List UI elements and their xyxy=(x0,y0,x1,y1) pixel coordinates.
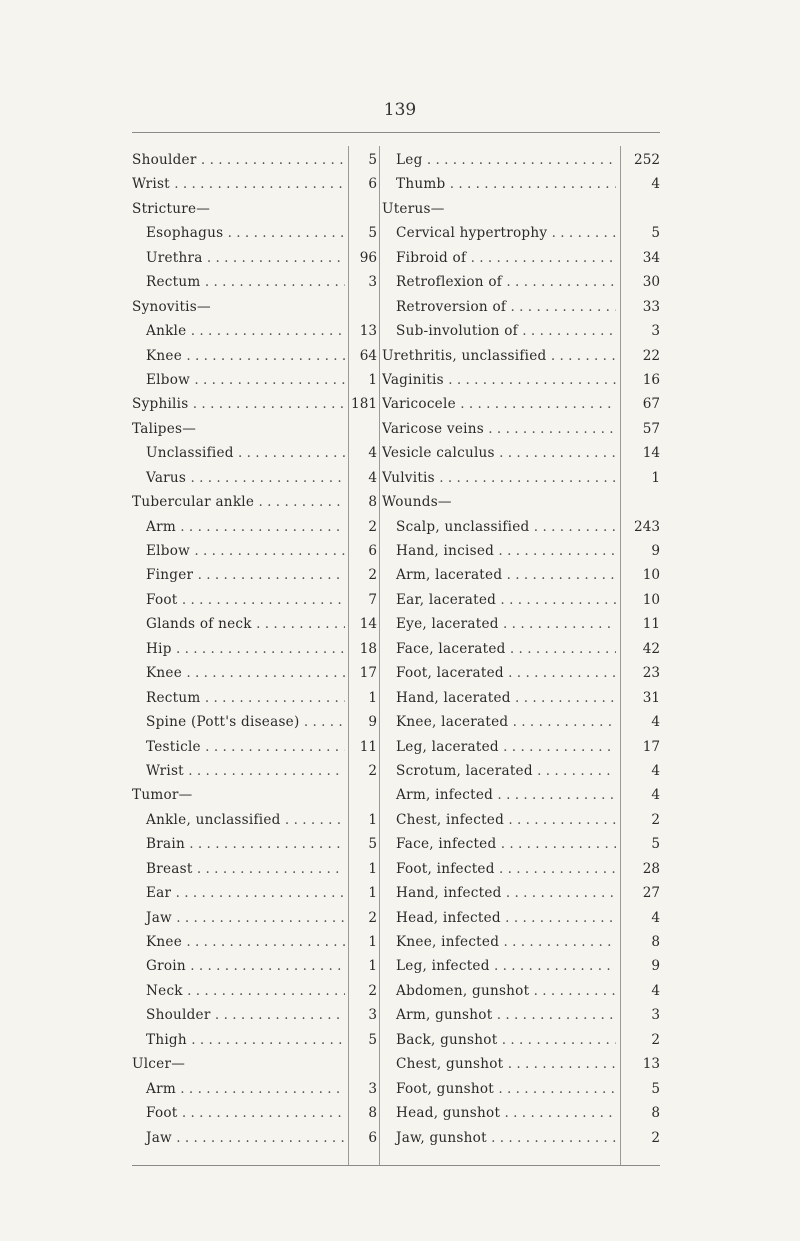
page-number: 139 xyxy=(383,100,417,120)
entry-label: Elbow . . . xyxy=(132,539,345,563)
entry-count: 2 xyxy=(651,1031,660,1048)
entry-count: 5 xyxy=(651,836,660,853)
table-row xyxy=(382,906,660,930)
table-row xyxy=(132,246,377,270)
entry-count: 3 xyxy=(368,1080,377,1097)
entry-label: Shoulder . . . xyxy=(132,148,345,172)
table-top-rule xyxy=(132,132,660,133)
entry-label: Rectum . . . xyxy=(132,270,345,294)
entry-label: Varicose veins . . . xyxy=(382,417,616,441)
table-row xyxy=(132,515,377,539)
entry-label: Groin . . . xyxy=(132,954,345,978)
entry-label: Varicocele . . . xyxy=(382,392,616,416)
entry-label: Face, infected . . . xyxy=(382,832,616,856)
table-row xyxy=(132,1101,377,1125)
entry-count: 4 xyxy=(651,714,660,731)
table-row xyxy=(382,417,660,441)
entry-count: 18 xyxy=(359,640,377,657)
entry-label: Jaw, gunshot . . . xyxy=(382,1126,616,1150)
entry-label: Neck . . . xyxy=(132,979,345,1003)
entry-count: 4 xyxy=(651,762,660,779)
table-row xyxy=(132,710,377,734)
entry-label: Uterus— xyxy=(382,200,445,217)
entry-label: Vesicle calculus . . . xyxy=(382,441,616,465)
entry-label: Leg . . . xyxy=(382,148,616,172)
table-row xyxy=(382,832,660,856)
entry-label: Leg, infected . . . xyxy=(382,954,616,978)
entry-label: Sub-involution of . . . xyxy=(382,319,616,343)
entry-count: 1 xyxy=(368,958,377,975)
entry-count: 1 xyxy=(368,885,377,902)
entry-count: 9 xyxy=(651,543,660,559)
entry-label: Ankle, unclassified . . . xyxy=(132,808,345,832)
entry-label: Foot, lacerated . . . xyxy=(382,661,616,685)
entry-count: 13 xyxy=(642,1056,660,1073)
entry-count: 13 xyxy=(359,323,377,340)
table-row xyxy=(382,1028,660,1052)
table-row xyxy=(382,344,660,368)
entry-label: Foot, infected . . . xyxy=(382,857,616,881)
entry-count: 1 xyxy=(368,860,377,877)
entry-label: Thigh . . . xyxy=(132,1028,345,1052)
table-row xyxy=(132,221,377,245)
entry-count: 1 xyxy=(368,371,377,388)
entry-label: Spine (Pott's disease) . . . xyxy=(132,710,345,734)
entry-count: 5 xyxy=(368,225,377,242)
entry-label: Wounds— xyxy=(382,494,452,511)
entry-count: 31 xyxy=(642,689,660,706)
entry-count: 11 xyxy=(642,616,660,633)
entry-label: Syphilis . . . xyxy=(132,392,345,416)
table-row xyxy=(132,441,377,465)
table-row xyxy=(132,1028,377,1052)
table-row xyxy=(132,735,377,759)
table-row xyxy=(382,735,660,759)
entry-count: 8 xyxy=(368,494,377,511)
entry-label: Thumb . . . xyxy=(382,172,616,196)
right-column xyxy=(382,148,660,1150)
entry-label: Leg, lacerated . . . xyxy=(382,735,616,759)
entry-label: Chest, gunshot . . . xyxy=(382,1052,616,1076)
entry-label: Hand, lacerated . . . xyxy=(382,686,616,710)
entry-label: Knee . . . xyxy=(132,661,345,685)
column-divider xyxy=(379,146,380,1166)
entry-count: 28 xyxy=(642,860,660,877)
table-row xyxy=(382,710,660,734)
entry-count: 8 xyxy=(651,1105,660,1122)
entry-count: 30 xyxy=(642,274,660,291)
entry-label: Hand, infected . . . xyxy=(382,881,616,905)
entry-label: Eye, lacerated . . . xyxy=(382,612,616,636)
entry-label: Foot . . . xyxy=(132,1101,345,1125)
entry-count: 5 xyxy=(368,836,377,853)
entry-label: Testicle . . . xyxy=(132,735,345,759)
table-row xyxy=(382,857,660,881)
entry-label: Face, lacerated . . . xyxy=(382,637,616,661)
entry-label: Wrist . . . xyxy=(132,759,345,783)
table-row xyxy=(382,954,660,978)
entry-count: 4 xyxy=(651,176,660,193)
table-row xyxy=(132,1052,377,1076)
entry-label: Back, gunshot . . . xyxy=(382,1028,616,1052)
entry-count: 11 xyxy=(359,738,377,755)
entry-label: Fibroid of . . . xyxy=(382,246,616,270)
entry-count: 17 xyxy=(642,738,660,755)
entry-count: 4 xyxy=(651,787,660,804)
table-row xyxy=(382,1077,660,1101)
entry-count: 4 xyxy=(651,909,660,926)
entry-count: 243 xyxy=(634,518,660,535)
table-bottom-rule xyxy=(132,1165,660,1166)
table-row xyxy=(132,686,377,710)
entry-label: Vaginitis . . . xyxy=(382,368,616,392)
entry-label: Varus . . . xyxy=(132,466,345,490)
table-row xyxy=(382,515,660,539)
entry-count: 64 xyxy=(359,347,377,364)
entry-label: Knee, infected . . . xyxy=(382,930,616,954)
table-row xyxy=(382,563,660,587)
entry-count: 3 xyxy=(368,1007,377,1024)
table-row xyxy=(132,930,377,954)
entry-label: Glands of neck . . . xyxy=(132,612,345,636)
entry-count: 2 xyxy=(368,982,377,999)
table-row xyxy=(382,1003,660,1027)
table-row xyxy=(132,637,377,661)
table-row xyxy=(132,490,377,514)
entry-label: Rectum . . . xyxy=(132,686,345,710)
entry-label: Urethra . . . xyxy=(132,246,345,270)
entry-label: Retroversion of . . . xyxy=(382,295,616,319)
entry-label: Knee . . . xyxy=(132,930,345,954)
entry-count: 5 xyxy=(651,225,660,242)
entry-count: 6 xyxy=(368,176,377,193)
entry-count: 1 xyxy=(368,689,377,706)
entry-count: 27 xyxy=(642,885,660,902)
table-row xyxy=(382,661,660,685)
entry-label: Breast . . . xyxy=(132,857,345,881)
left-column xyxy=(132,148,377,1150)
table-row xyxy=(132,954,377,978)
entry-label: Wrist . . . xyxy=(132,172,345,196)
entry-count: 6 xyxy=(368,543,377,559)
table-row xyxy=(132,368,377,392)
entry-count: 42 xyxy=(642,640,660,657)
entry-count: 8 xyxy=(368,1105,377,1122)
table-row xyxy=(132,563,377,587)
table-row xyxy=(132,808,377,832)
table-row xyxy=(132,612,377,636)
table-row xyxy=(132,270,377,294)
entry-count: 5 xyxy=(651,1080,660,1097)
entry-count: 6 xyxy=(368,1129,377,1146)
entry-label: Chest, infected . . . xyxy=(382,808,616,832)
table-row xyxy=(382,148,660,172)
entry-count: 9 xyxy=(368,714,377,731)
table-row xyxy=(132,906,377,930)
entry-label: Arm, lacerated . . . xyxy=(382,563,616,587)
table-row xyxy=(382,172,660,196)
table-row xyxy=(382,392,660,416)
entry-label: Foot, gunshot . . . xyxy=(382,1077,616,1101)
table-row xyxy=(132,392,377,416)
entry-label: Arm . . . xyxy=(132,515,345,539)
table-row xyxy=(382,221,660,245)
entry-count: 7 xyxy=(368,591,377,608)
table-row xyxy=(132,1126,377,1150)
table-row xyxy=(382,808,660,832)
table-row xyxy=(132,1077,377,1101)
table-row xyxy=(382,930,660,954)
table-row xyxy=(382,246,660,270)
table-row xyxy=(382,759,660,783)
entry-label: Stricture— xyxy=(132,200,211,217)
entry-label: Finger . . . xyxy=(132,563,345,587)
table-row xyxy=(382,295,660,319)
table-row xyxy=(132,344,377,368)
table-row xyxy=(382,1126,660,1150)
table-row xyxy=(382,368,660,392)
table-row xyxy=(382,319,660,343)
entry-label: Hand, incised . . . xyxy=(382,539,616,563)
table-row xyxy=(382,881,660,905)
entry-count: 14 xyxy=(642,445,660,462)
entry-label: Ear, lacerated . . . xyxy=(382,588,616,612)
entry-count: 4 xyxy=(651,982,660,999)
entry-count: 5 xyxy=(368,152,377,168)
entry-label: Head, infected . . . xyxy=(382,906,616,930)
entry-count: 8 xyxy=(651,934,660,950)
entry-count: 2 xyxy=(368,567,377,584)
table-row xyxy=(132,979,377,1003)
entry-count: 10 xyxy=(642,567,660,584)
entry-count: 4 xyxy=(368,445,377,462)
table-row xyxy=(382,979,660,1003)
table-row xyxy=(132,881,377,905)
table-row xyxy=(132,295,377,319)
table-row xyxy=(382,270,660,294)
entry-label: Retroflexion of . . . xyxy=(382,270,616,294)
entry-label: Arm, infected . . . xyxy=(382,783,616,807)
table-row xyxy=(132,417,377,441)
entry-label: Scalp, unclassified . . . xyxy=(382,515,616,539)
entry-label: Ear . . . xyxy=(132,881,345,905)
statistics-table xyxy=(132,132,660,1182)
table-row xyxy=(382,1101,660,1125)
entry-label: Talipes— xyxy=(132,420,197,437)
entry-count: 2 xyxy=(651,811,660,828)
table-row xyxy=(382,686,660,710)
entry-count: 96 xyxy=(359,249,377,266)
entry-label: Tubercular ankle . . . xyxy=(132,490,345,514)
entry-count: 5 xyxy=(368,1031,377,1048)
entry-label: Foot . . . xyxy=(132,588,345,612)
entry-label: Arm, gunshot . . . xyxy=(382,1003,616,1027)
entry-label: Elbow . . . xyxy=(132,368,345,392)
table-row xyxy=(132,857,377,881)
entry-label: Jaw . . . xyxy=(132,906,345,930)
entry-label: Shoulder . . . xyxy=(132,1003,345,1027)
entry-count: 14 xyxy=(359,616,377,633)
entry-count: 23 xyxy=(642,665,660,682)
table-row xyxy=(132,759,377,783)
entry-label: Tumor— xyxy=(132,787,193,804)
entry-count: 181 xyxy=(351,396,377,413)
entry-label: Vulvitis . . . xyxy=(382,466,616,490)
entry-label: Ulcer— xyxy=(132,1056,186,1073)
entry-count: 4 xyxy=(368,469,377,486)
entry-label: Arm . . . xyxy=(132,1077,345,1101)
table-row xyxy=(132,319,377,343)
table-row xyxy=(382,539,660,563)
entry-label: Scrotum, lacerated . . . xyxy=(382,759,616,783)
entry-count: 2 xyxy=(368,762,377,779)
entry-count: 1 xyxy=(651,469,660,486)
entry-count: 22 xyxy=(642,347,660,364)
table-row xyxy=(382,1052,660,1076)
table-row xyxy=(132,148,377,172)
table-row xyxy=(132,661,377,685)
entry-count: 2 xyxy=(368,518,377,535)
table-row xyxy=(382,441,660,465)
entry-label: Hip . . . xyxy=(132,637,345,661)
entry-count: 1 xyxy=(368,934,377,950)
table-row xyxy=(132,783,377,807)
entry-label: Urethritis, unclassified . . . xyxy=(382,344,616,368)
entry-label: Abdomen, gunshot . . . xyxy=(382,979,616,1003)
entry-count: 34 xyxy=(642,249,660,266)
entry-label: Brain . . . xyxy=(132,832,345,856)
entry-count: 9 xyxy=(651,958,660,975)
table-row xyxy=(132,539,377,563)
table-row xyxy=(132,588,377,612)
entry-count: 3 xyxy=(651,323,660,340)
entry-count: 3 xyxy=(651,1007,660,1024)
table-row xyxy=(382,197,660,221)
entry-label: Synovitis— xyxy=(132,298,211,315)
table-row xyxy=(132,832,377,856)
entry-count: 2 xyxy=(651,1129,660,1146)
table-row xyxy=(382,490,660,514)
table-row xyxy=(132,197,377,221)
table-row xyxy=(132,1003,377,1027)
table-row xyxy=(382,588,660,612)
table-row xyxy=(382,783,660,807)
entry-count: 10 xyxy=(642,591,660,608)
entry-count: 33 xyxy=(642,298,660,315)
table-row xyxy=(132,466,377,490)
entry-count: 17 xyxy=(359,665,377,682)
entry-label: Unclassified . . . xyxy=(132,441,345,465)
entry-label: Jaw . . . xyxy=(132,1126,345,1150)
table-row xyxy=(382,637,660,661)
entry-count: 1 xyxy=(368,811,377,828)
entry-label: Esophagus . . . xyxy=(132,221,345,245)
entry-label: Knee, lacerated . . . xyxy=(382,710,616,734)
table-row xyxy=(382,466,660,490)
entry-label: Ankle . . . xyxy=(132,319,345,343)
table-row xyxy=(382,612,660,636)
entry-label: Head, gunshot . . . xyxy=(382,1101,616,1125)
table-row xyxy=(132,172,377,196)
entry-label: Knee . . . xyxy=(132,344,345,368)
entry-count: 67 xyxy=(642,396,660,413)
entry-count: 57 xyxy=(642,420,660,437)
entry-count: 3 xyxy=(368,274,377,291)
entry-count: 2 xyxy=(368,909,377,926)
entry-label: Cervical hypertrophy . . . xyxy=(382,221,616,245)
entry-count: 16 xyxy=(642,371,660,388)
entry-count: 252 xyxy=(634,152,660,168)
